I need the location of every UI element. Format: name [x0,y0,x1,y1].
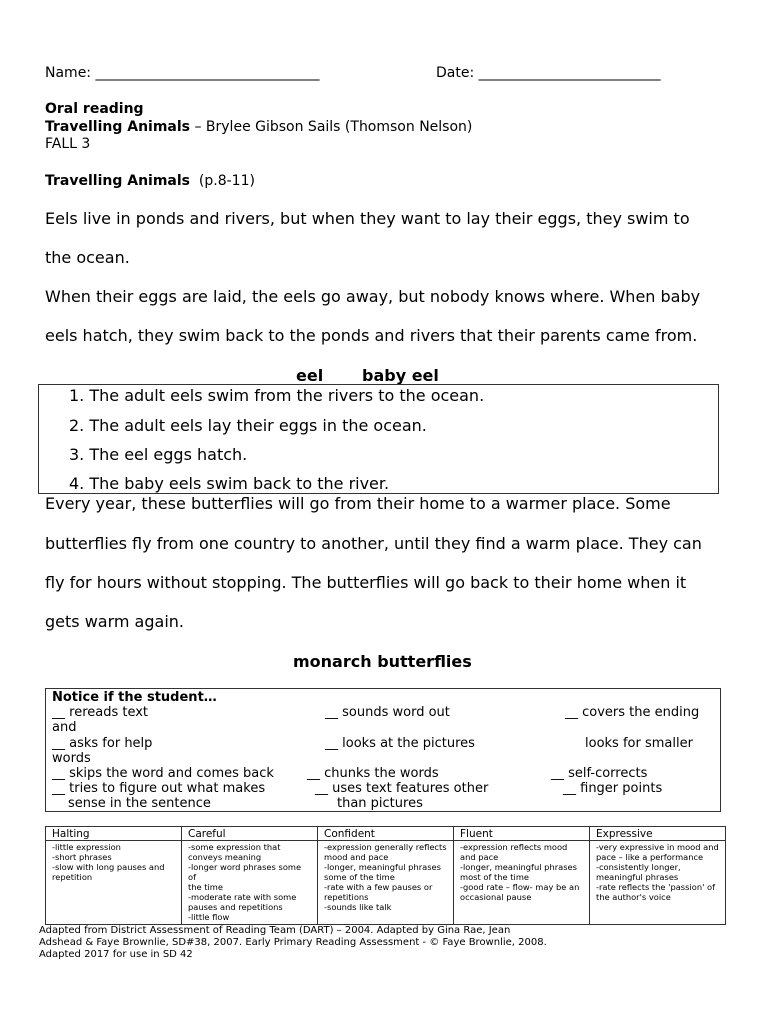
step-item: 1. The adult eels swim from the rivers to the ocean. [69,386,485,405]
notice-item: __ uses text features other [315,781,489,796]
notice-item: than pictures [337,796,423,811]
passage-line: Eels live in ponds and rivers, but when they want to lay their eggs, they swim to [45,209,690,228]
passage-line: When their eggs are laid, the eels go away, but nobody knows where. When baby [45,287,701,306]
rubric-line: and pace [460,852,499,862]
notice-item: __ asks for help [52,736,153,751]
notice-item: looks for smaller [585,736,693,751]
rubric-line: -moderate rate with some [188,892,297,902]
caption-baby-eel: baby eel [362,366,439,385]
rubric-line: repetition [52,872,93,882]
rubric-cell-careful [182,841,318,925]
book-title: Travelling Animals [45,119,191,135]
notice-item: __ sounds word out [325,705,450,720]
rubric-header: Confident [318,827,454,841]
passage-line: fly for hours without stopping. The butterflies will go back to their home when it [45,573,687,592]
notice-item: __ covers the ending [565,705,700,720]
book-citation [45,119,472,135]
rubric-line: conveys meaning [188,852,262,862]
term-label: FALL 3 [45,136,91,152]
eel-steps-box [38,384,719,494]
caption-eel: eel [296,366,324,385]
footer-credit: Adapted 2017 for use in SD 42 [39,949,193,960]
rubric-line: -very expressive in mood and [596,842,719,852]
rubric-line: repetitions [324,892,369,902]
rubric-cell-fluent [454,841,590,925]
date-field-label: Date: __________________________ [436,65,661,81]
rubric-line: -short phrases [52,852,112,862]
rubric-line: -some expression that [188,842,281,852]
passage-line: gets warm again. [45,612,184,631]
rubric-line: -sounds like talk [324,902,392,912]
step-item: 2. The adult eels lay their eggs in the ocean. [69,416,427,435]
passage-line: eels hatch, they swim back to the ponds and rivers that their parents came from. [45,326,698,345]
rubric-line: meaningful phrases [596,872,679,882]
rubric-line: -longer, meaningful phrases [460,862,577,872]
rubric-body-row [46,841,726,925]
rubric-line: mood and pace [324,852,389,862]
passage-title: Travelling Animals [45,173,191,189]
rubric-line: the author's voice [596,892,671,902]
notice-item: __ finger points [563,781,663,796]
notice-item: __ skips the word and comes back [52,766,274,781]
passage-line: butterflies fly from one country to another, until they find a warm place. They can [45,534,702,553]
rubric-line: -rate reflects the 'passion' of [596,882,716,892]
rubric-header: Halting [46,827,182,841]
name-field-label: Name: ________________________________ [45,65,320,81]
step-item: 3. The eel eggs hatch. [69,445,248,464]
rubric-line: -good rate – flow- may be an [460,882,580,892]
fluency-rubric-table [45,826,726,925]
rubric-cell-confident [318,841,454,925]
rubric-header: Fluent [454,827,590,841]
notice-item: __ chunks the words [307,766,439,781]
rubric-line: most of the time [460,872,530,882]
rubric-header: Careful [182,827,318,841]
rubric-line: -consistently longer, [596,862,681,872]
rubric-header: Expressive [590,827,726,841]
notice-item: __ rereads text [52,705,149,720]
rubric-line: -rate with a few pauses or [324,882,433,892]
rubric-cell-expressive [590,841,726,925]
passage-line: Every year, these butterflies will go from their home to a warmer place. Some [45,494,671,513]
footer-credit: Adshead & Faye Brownlie, SD#38, 2007. Early Primary Reading Assessment - © Faye Brownlie, 2008. [39,937,547,948]
passage-line: the ocean. [45,248,130,267]
passage-pages: (p.8-11) [198,173,255,189]
step-item: 4. The baby eels swim back to the river. [69,474,390,493]
rubric-line: -little flow [188,912,230,922]
book-author: – Brylee Gibson Sails (Thomson Nelson) [190,119,473,135]
caption-butterflies: monarch butterflies [293,652,472,671]
notice-item: __ looks at the pictures [325,736,475,751]
rubric-line: occasional pause [460,892,532,902]
rubric-line: -longer, meaningful phrases [324,862,441,872]
notice-box [45,688,721,812]
rubric-header-row [46,827,726,841]
notice-item: sense in the sentence [68,796,211,811]
passage-heading [45,173,255,189]
rubric-line: -little expression [52,842,121,852]
rubric-line: pauses and repetitions [188,902,283,912]
rubric-line: the time [188,882,223,892]
rubric-cell-halting [46,841,182,925]
section-title: Oral reading [45,101,144,117]
rubric-line: -expression reflects mood [460,842,568,852]
rubric-line: -slow with long pauses and [52,862,165,872]
notice-item: __ tries to figure out what makes [52,781,266,796]
rubric-line: -longer word phrases some of [188,862,302,882]
notice-item: words [52,751,91,766]
notice-title: Notice if the student… [52,690,217,705]
rubric-line: -expression generally reflects [324,842,447,852]
notice-item: __ self-corrects [551,766,648,781]
rubric-line: pace – like a performance [596,852,704,862]
notice-item: and [52,720,77,735]
rubric-line: some of the time [324,872,395,882]
footer-credit: Adapted from District Assessment of Reading Team (DART) – 2004. Adapted by Gina Rae, Jean [39,925,511,936]
